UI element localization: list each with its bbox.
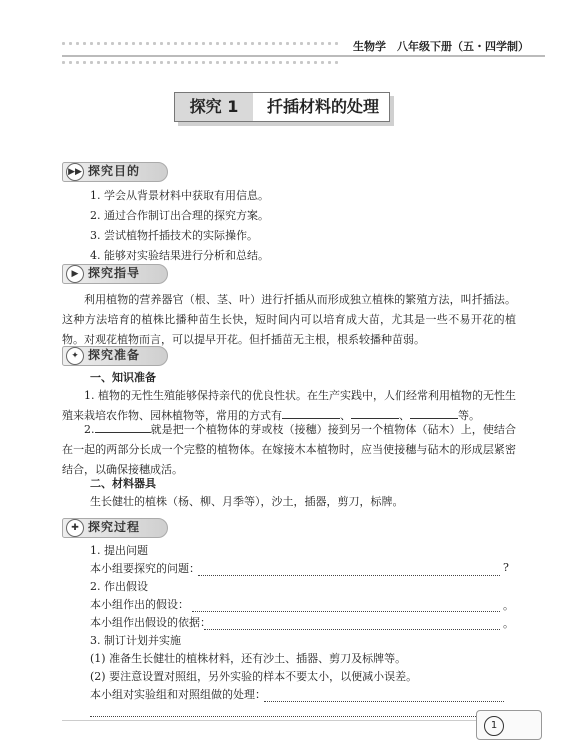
star-icon: ✦ bbox=[66, 347, 84, 365]
step-2: 2. 作出假设 bbox=[90, 580, 148, 593]
page-number: 1 bbox=[484, 716, 504, 736]
basis-end: 。 bbox=[503, 617, 514, 630]
section-prep-label: 探究准备 bbox=[88, 348, 141, 362]
step-3-item-1: (1) 准备生长健壮的植株材料，还有沙土、插器、剪刀及标牌等。 bbox=[90, 652, 407, 665]
hypothesis-label: 本小组作出的假设： bbox=[90, 598, 189, 611]
footer-rule bbox=[62, 720, 505, 721]
knowledge-heading: 一、知识准备 bbox=[90, 371, 156, 384]
step-3-item-2: (2) 要注意设置对照组，另外实验的样本不要太小，以便减小误差。 bbox=[90, 670, 418, 683]
materials-heading: 二、材料器具 bbox=[90, 477, 156, 490]
section-goals-heading bbox=[62, 162, 170, 180]
lesson-title-box bbox=[174, 92, 390, 122]
header-title: 生物学 八年级下册（五・四学制） bbox=[353, 40, 529, 53]
lesson-title: 扦插材料的处理 bbox=[267, 97, 380, 116]
knowledge-paragraph-2: 2. 就是把一个植物体的芽或枝（接穗）接到另一个植物体（砧木）上，使结合在一起的两部分长成一个完整的植物体。在嫁接木本植物时，应当使接穗与砧木的形成层紧密结合，以确保接穗成活。 bbox=[62, 420, 516, 480]
answer-blank[interactable] bbox=[282, 406, 340, 419]
section-guide-heading bbox=[62, 264, 170, 282]
play-arrow-icon: ▶ bbox=[66, 265, 84, 283]
hypothesis-answer-line[interactable] bbox=[192, 610, 500, 612]
section-process-label: 探究过程 bbox=[88, 520, 141, 534]
knowledge-paragraph-1: 1. 植物的无性生殖能够保持亲代的优良性状。在生产实践中，人们经常利用植物的无性生殖来栽培农作物、园林植物等，常用的方式有 、 、 等。 bbox=[62, 389, 516, 422]
double-arrow-icon: ▶▶ bbox=[66, 163, 84, 181]
section-goals-label: 探究目的 bbox=[88, 164, 141, 178]
hypothesis-end: 。 bbox=[503, 599, 514, 612]
header-rule bbox=[62, 55, 545, 57]
treatment-answer-line[interactable] bbox=[264, 700, 504, 702]
header-dots bbox=[62, 34, 342, 50]
section-process-heading bbox=[62, 518, 170, 536]
basis-answer-line[interactable] bbox=[204, 628, 500, 630]
basis-label: 本小组作出假设的依据： bbox=[90, 616, 211, 629]
step-3: 3. 制订计划并实施 bbox=[90, 634, 181, 647]
section-prep-heading bbox=[62, 346, 170, 364]
goal-item: 3. 尝试植物扦插技术的实际操作。 bbox=[90, 229, 258, 242]
plus-icon: ✚ bbox=[66, 519, 84, 537]
treatment-label: 本小组对实验组和对照组做的处理： bbox=[90, 688, 266, 701]
question-end: ? bbox=[503, 561, 509, 574]
question-answer-line[interactable] bbox=[198, 574, 500, 576]
section-guide-label: 探究指导 bbox=[88, 266, 141, 280]
treatment-answer-line-2[interactable] bbox=[90, 715, 504, 717]
materials-text: 生长健壮的植株（杨、柳、月季等），沙土，插器，剪刀，标牌。 bbox=[90, 495, 404, 508]
goal-item: 1. 学会从背景材料中获取有用信息。 bbox=[90, 189, 269, 202]
answer-blank[interactable] bbox=[95, 420, 151, 433]
goal-item: 4. 能够对实验结果进行分析和总结。 bbox=[90, 249, 269, 262]
goal-item: 2. 通过合作制订出合理的探究方案。 bbox=[90, 209, 269, 222]
answer-blank[interactable] bbox=[351, 406, 399, 419]
question-label: 本小组要探究的问题： bbox=[90, 562, 200, 575]
step-1: 1. 提出问题 bbox=[90, 544, 148, 557]
lesson-label: 探究 1 bbox=[175, 93, 253, 121]
guide-paragraph: 利用植物的营养器官（根、茎、叶）进行扦插从而形成独立植株的繁殖方法，叫扦插法。这种方法培育的植株比播种苗生长快，短时间内可以培育成大苗，尤其是一些不易开花的植物。对观花植物而言，可以提早开花。但扦插苗无主根，根系较播种苗弱。 bbox=[62, 293, 516, 346]
answer-blank[interactable] bbox=[410, 406, 458, 419]
